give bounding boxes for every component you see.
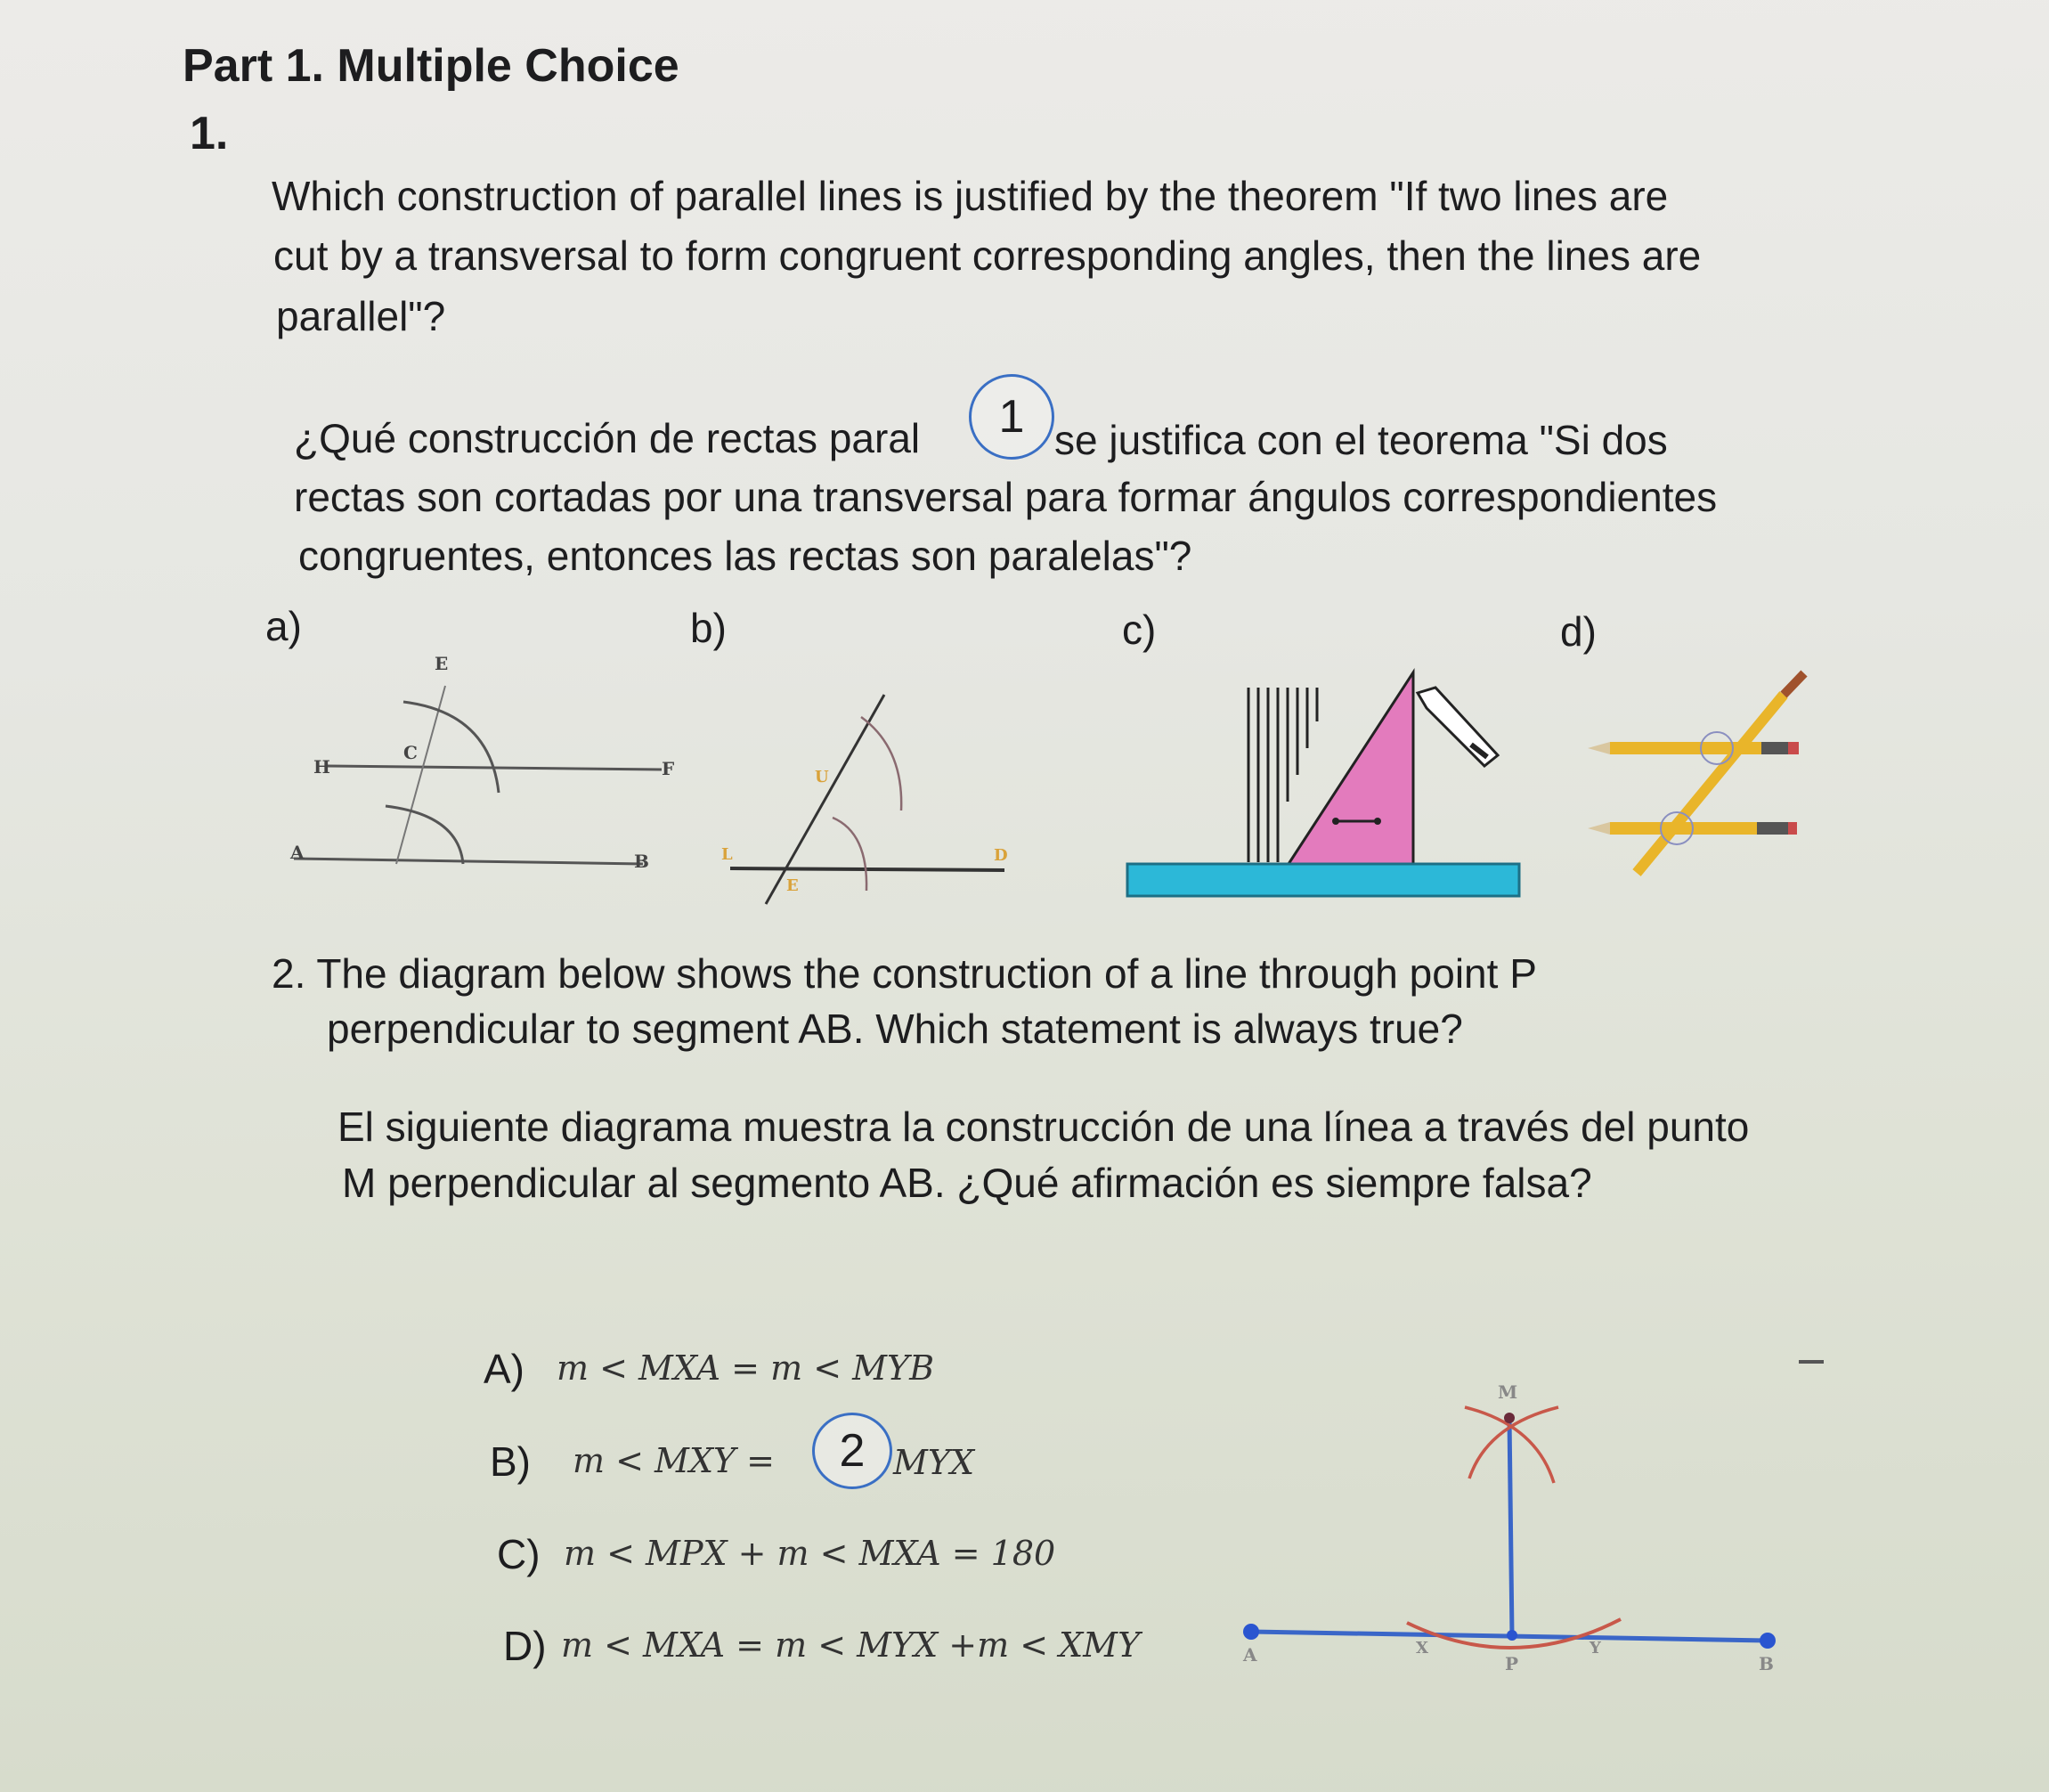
question-text-line: rectas son cortadas por una transversal para formar ángulos correspondientes [294,474,1718,520]
question-text-line: congruentes, entonces las rectas son paralelas"? [298,533,1192,579]
option-b-label[interactable]: b) [690,605,727,651]
choice-text: m < MXA = m < MYB [557,1348,935,1388]
dash-mark [1799,1360,1824,1364]
question-text-line: se justifica con el teorema "Si dos [1054,417,1668,463]
choice-text: m < MXY = [573,1441,775,1480]
choice-text: m < MXA = m < MYX +m < XMY [561,1625,1141,1665]
label-H: H [313,756,330,778]
label-U: U [815,768,829,786]
label-E: E [435,653,449,674]
question-2-text-line: 2. The diagram below shows the construction of a line through point P [272,950,1537,997]
option-a-label[interactable]: a) [265,603,302,649]
pencil-icon [1418,688,1498,766]
question-text-line: cut by a transversal to form congruent corresponding angles, then the lines are [273,232,1702,279]
annotation-marker-2: 2 [812,1413,892,1489]
question-1-number: 1. [190,108,229,159]
label-B: B [634,851,649,872]
label-Y: Y [1590,1639,1601,1658]
choice-letter: C) [497,1531,541,1577]
question-text-line: ¿Qué construcción de rectas paral [294,415,921,461]
choice-letter: A) [484,1346,524,1392]
question-2-spanish-line: El siguiente diagrama muestra la construcción de una línea a través del punto [337,1104,1750,1150]
option-c-label[interactable]: c) [1122,607,1157,653]
diagram-d-pencils-transversal [1583,668,1922,908]
question-text-line: Which construction of parallel lines is justified by the theorem "If two lines are [272,173,1669,219]
label-X: X [1416,1639,1428,1658]
label-A: A [290,842,305,863]
perpendicular-construction-diagram [1229,1372,1799,1692]
diagram-c-set-square-construction [1124,668,1516,900]
label-C: C [403,742,418,763]
label-P: P [1505,1653,1519,1674]
question-2-spanish-line: M perpendicular al segmento AB. ¿Qué afirmación es siempre falsa? [342,1160,1592,1206]
question-2-text-line: perpendicular to segment AB. Which statement is always true? [327,1006,1463,1052]
diagram-b-corresponding-angles [703,677,1042,908]
choice-letter: B) [490,1438,531,1485]
choice-text-after: MYX [893,1443,975,1482]
question-text-line: parallel"? [276,293,446,339]
choice-letter: D) [503,1623,547,1669]
pencil-icon [1588,742,1799,754]
pencil-icon [1637,673,1804,873]
label-D: D [994,846,1008,865]
label-E: E [786,876,799,895]
diagram-a-corresponding-angles [285,650,677,891]
choice-text: m < MPX + m < MXA = 180 [564,1534,1056,1573]
label-M: M [1498,1381,1518,1403]
label-A: A [1243,1644,1257,1666]
label-B: B [1759,1653,1774,1674]
annotation-marker-1: 1 [969,374,1054,460]
part-title: Part 1. Multiple Choice [183,40,679,92]
option-d-label[interactable]: d) [1560,608,1597,655]
label-L: L [721,845,733,864]
label-F: F [662,758,675,779]
